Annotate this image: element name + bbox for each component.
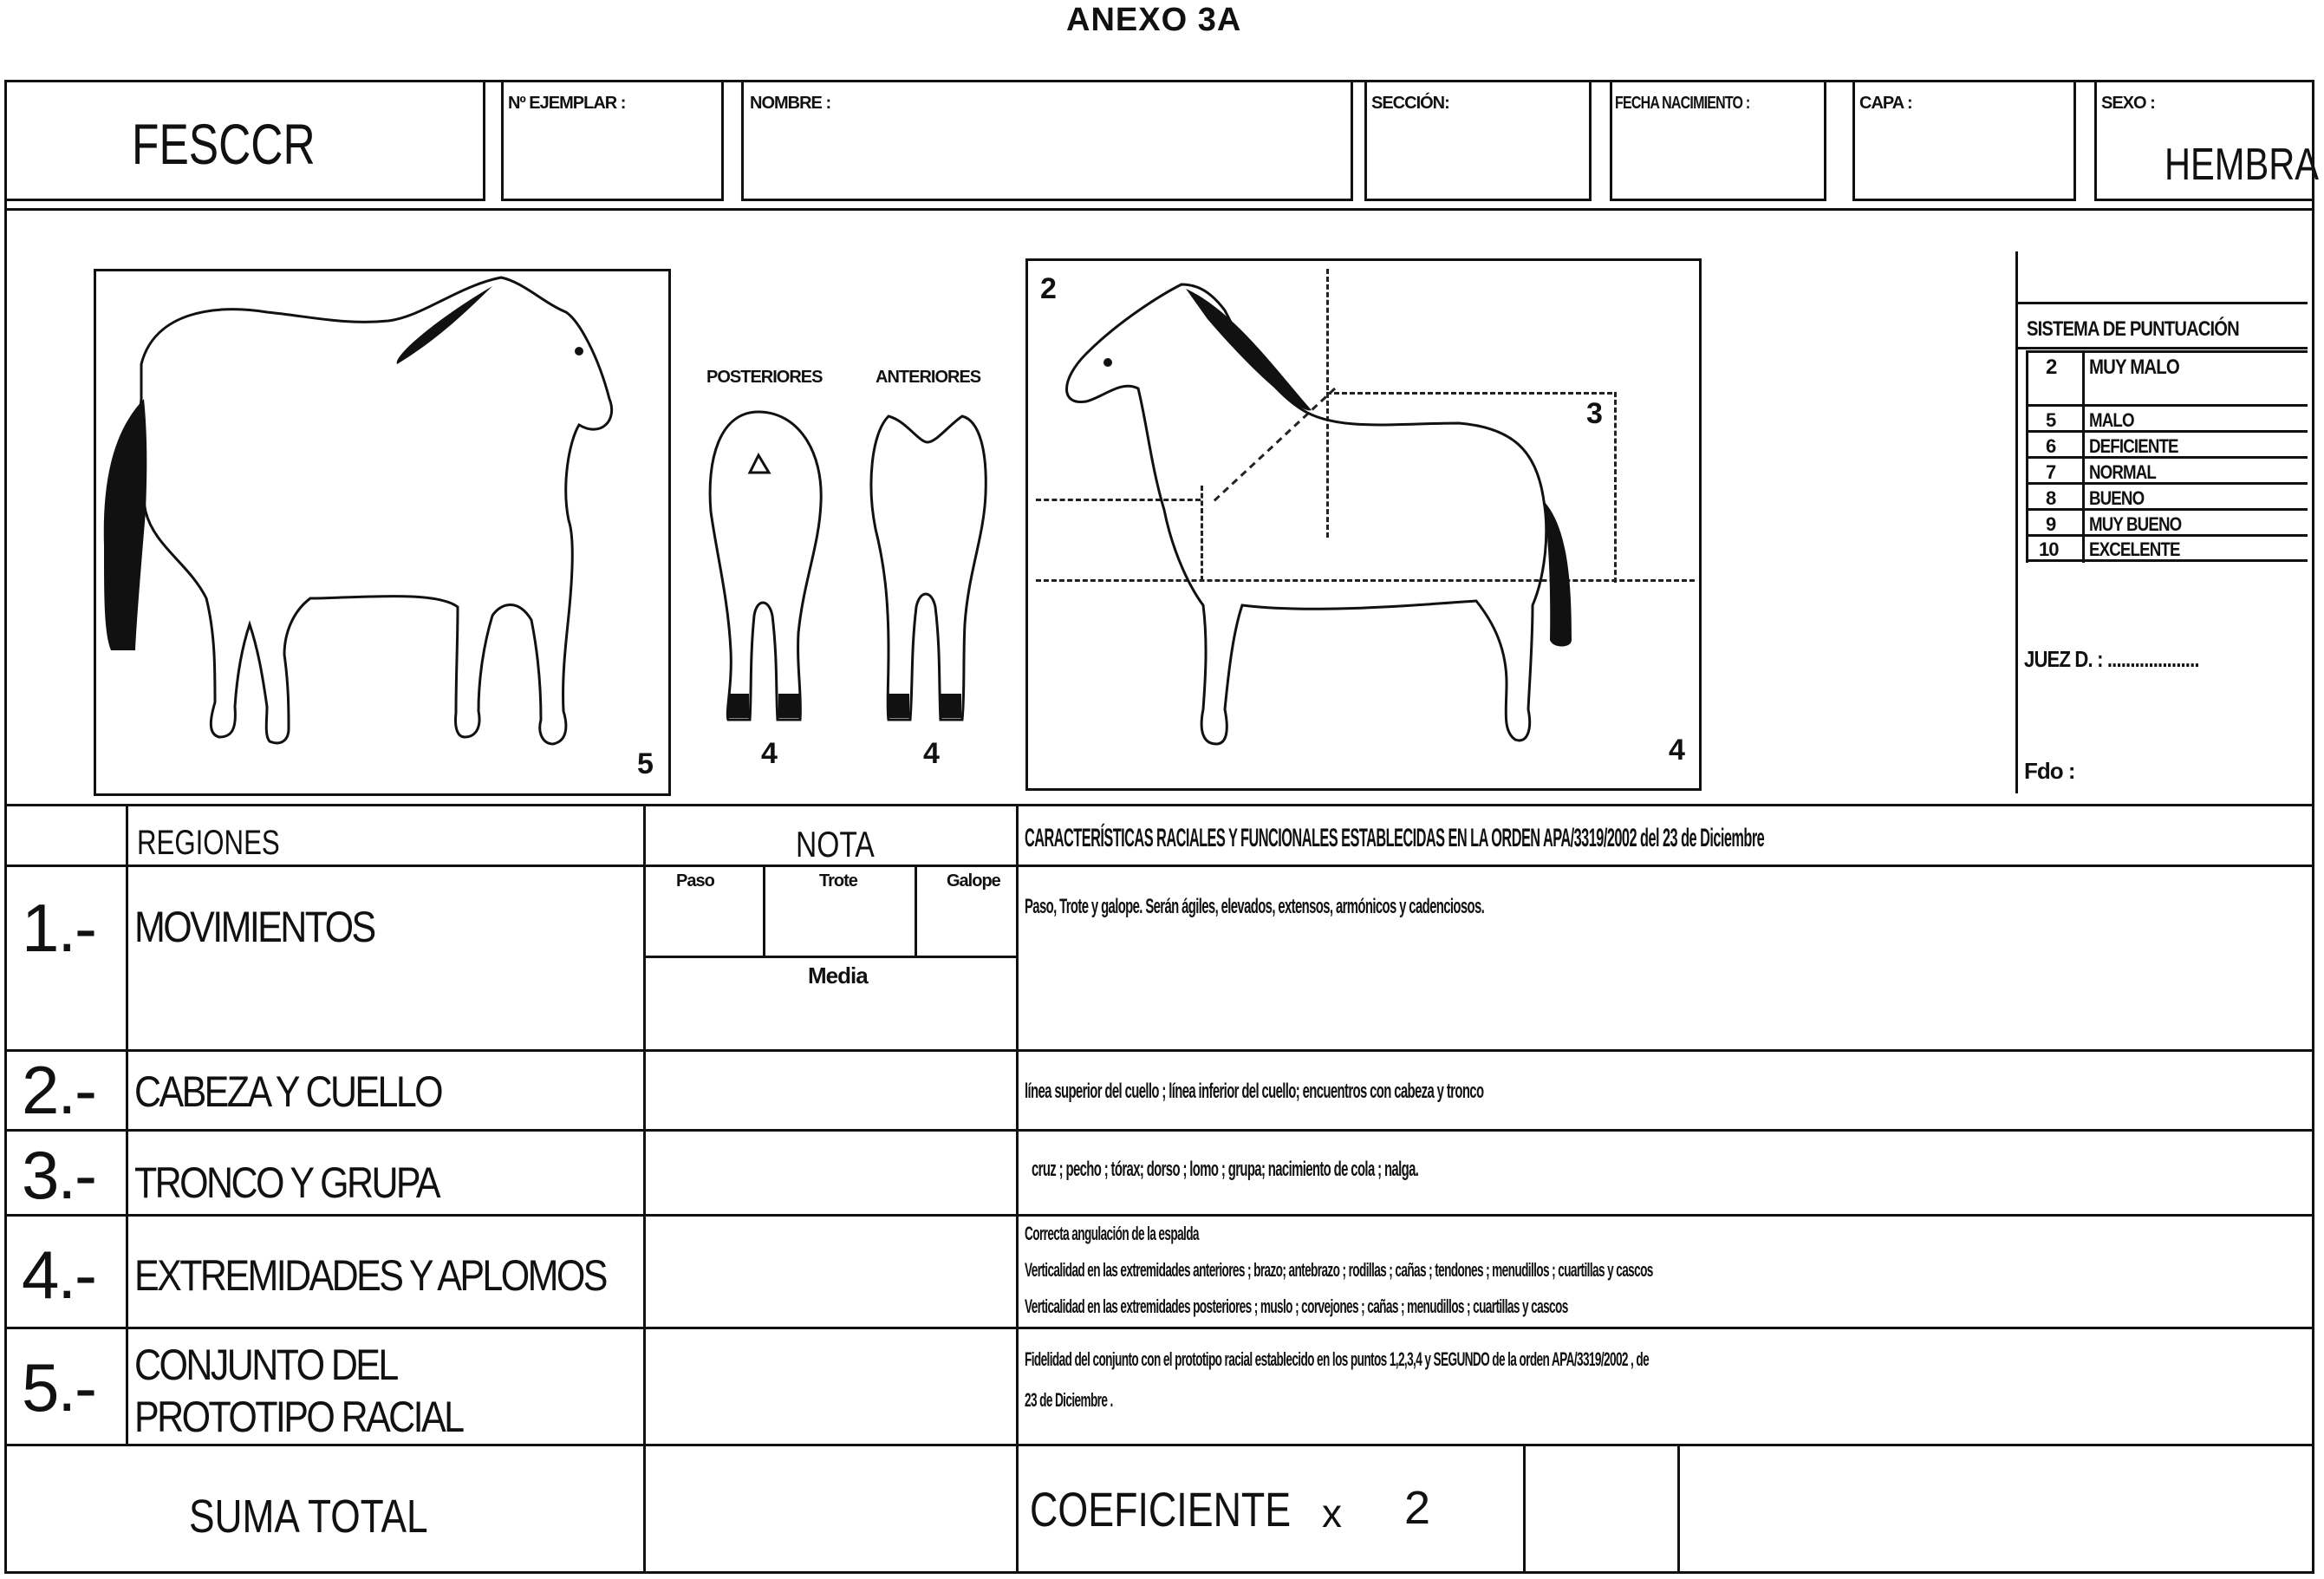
nota-media-label: Media [808,962,868,989]
scoring-row-label: EXCELENTE [2089,538,2180,560]
row-2-bottom-rule [4,1129,2314,1132]
region-label: CABEZA Y CUELLO [134,1067,442,1116]
scoring-row-score: 7 [2046,461,2056,483]
region-description: Correcta angulación de la espalda [1025,1223,1199,1244]
final-score-cell[interactable] [1680,1446,2313,1574]
region-label: TRONCO Y GRUPA [134,1158,439,1207]
front-view-score: 4 [923,737,939,770]
col-nota-header: NOTA [796,824,875,865]
front-view-label: ANTERIORES [876,368,981,387]
table-top-rule [4,804,2314,806]
coefficient-x: x [1322,1491,1342,1536]
region-description: Fidelidad del conjunto con el prototipo racial establecido en los puntos 1,2,3,4 y SEGUNDO de la orden APA/3319/2002 , de [1025,1348,1650,1370]
name-field[interactable] [741,80,1353,201]
name-label: NOMBRE : [750,94,831,113]
specimen-number-label: Nº EJEMPLAR : [508,94,626,113]
nota-sub-rule [643,956,1016,958]
coefficient-value: 2 [1404,1482,1431,1534]
header-divider [4,208,2314,211]
measurement-view-num-2: 2 [1040,272,1056,305]
scoring-row-label: NORMAL [2089,461,2156,483]
col-regions-header: REGIONES [137,824,280,862]
scoring-row-score: 8 [2046,487,2056,509]
row-number: 1.- [22,890,96,966]
scoring-row-label: MUY MALO [2089,356,2179,379]
row-number: 2.- [22,1052,96,1128]
sex-value: HEMBRA [2165,140,2319,190]
scoring-row-score: 5 [2046,409,2056,431]
scoring-row-score: 9 [2046,513,2056,535]
row-number: 4.- [22,1236,96,1313]
region-description: cruz ; pecho ; tórax; dorso ; lomo ; grupa; nacimiento de cola ; nalga. [1032,1158,1419,1181]
rear-view-label: POSTERIORES [706,368,823,387]
region-description: línea superior del cuello ; línea inferior del cuello; encuentros con cabeza y tronco [1025,1080,1484,1103]
total-label: SUMA TOTAL [189,1491,428,1543]
scoring-title-rule-bottom [2015,347,2308,349]
region-label: CONJUNTO DEL [134,1341,397,1389]
region-label-line2: PROTOTIPO RACIAL [134,1393,463,1441]
side-view-horse-illustration [94,269,671,796]
row-number: 5.- [22,1349,96,1426]
scoring-row-label: MALO [2089,409,2134,431]
scoring-title: SISTEMA DE PUNTUACIÓN [2027,317,2239,341]
rear-view-score: 4 [761,737,777,770]
scoring-title-rule [2015,302,2308,304]
col-characteristics-header: CARACTERÍSTICAS RACIALES Y FUNCIONALES ESTABLECIDAS EN LA ORDEN APA/3319/2002 del 23 de Diciembre [1025,824,1765,852]
nota-paso-label: Paso [676,871,714,891]
nota-sub-divider-2 [915,865,917,956]
measurement-view-score: 4 [1669,734,1684,767]
nota-sub-divider-1 [763,865,765,956]
region-description: Verticalidad en las extremidades posteriores ; muslo ; corvejones ; cañas ; menudillos ; cuartillas y cascos [1025,1295,1568,1317]
col-num-divider [126,804,128,1444]
measurement-horse-illustration [1025,258,1702,791]
region-description: Paso, Trote y galope. Serán ágiles, elevados, extensos, armónicos y cadenciosos. [1025,895,1485,918]
row-1-bottom-rule [4,1049,2314,1052]
row-4-bottom-rule [4,1327,2314,1329]
section-label: SECCIÓN: [1371,94,1449,113]
region-label: MOVIMIENTOS [134,903,374,951]
scoring-row-label: DEFICIENTE [2089,435,2178,457]
annex-title: ANEXO 3A [1066,2,1242,38]
scoring-row-score: 2 [2046,356,2057,379]
front-view-horse-illustration [863,408,997,737]
judge-label: JUEZ D. : .................... [2024,646,2199,672]
sex-label: SEXO : [2101,94,2155,113]
rear-view-horse-illustration [698,408,832,737]
total-value-cell[interactable] [646,1446,1016,1574]
coat-label: CAPA : [1859,94,1912,113]
row-3-bottom-rule [4,1214,2314,1217]
signature-label: Fdo : [2024,758,2075,784]
side-view-score: 5 [637,747,653,780]
coefficient-label: COEFICIENTE [1030,1482,1292,1537]
scoring-row-score: 10 [2039,538,2059,560]
org-name: FESCCR [132,112,316,176]
scoring-row-label: MUY BUENO [2089,513,2182,535]
col-nota-divider [1016,804,1019,1574]
row-number: 3.- [22,1137,96,1213]
region-label: EXTREMIDADES Y APLOMOS [134,1251,606,1300]
measurement-view-num-3: 3 [1586,397,1602,430]
birth-date-label: FECHA NACIMIENTO : [1615,94,1750,113]
nota-trote-label: Trote [819,871,857,891]
coefficient-result-cell[interactable] [1526,1446,1677,1574]
region-description: 23 de Diciembre . [1025,1389,1113,1411]
region-description: Verticalidad en las extremidades anteriores ; brazo; antebrazo ; rodillas ; cañas ; tendones ; menudillos ; cuartillas y cascos [1025,1259,1653,1281]
scoring-row-label: BUENO [2089,487,2145,509]
scoring-row-score: 6 [2046,435,2056,457]
table-header-rule [4,865,2314,867]
nota-galope-label: Galope [947,871,1000,891]
